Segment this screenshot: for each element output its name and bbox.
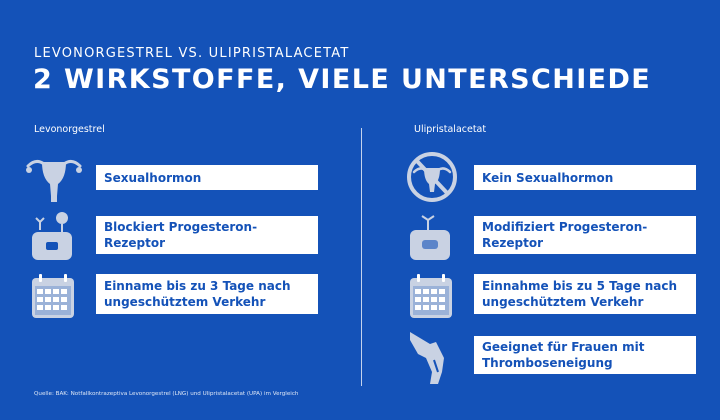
left-item-1-box: Sexualhormon	[96, 165, 318, 190]
right-item-4-box: Geeignet für Frauen mit Thromboseneigung	[474, 336, 696, 374]
left-item-2-box: Blockiert Progesteron-Rezeptor	[96, 216, 318, 254]
calendar-icon	[22, 270, 86, 330]
left-item-3-box: Einname bis zu 3 Tage nach ungeschütztem Verkehr	[96, 274, 318, 314]
left-row-1	[22, 148, 322, 208]
page-title: 2 WIRKSTOFFE, VIELE UNTERSCHIEDE	[33, 64, 652, 95]
receptor-icon	[22, 208, 86, 268]
uterus-icon	[22, 148, 86, 208]
calendar-icon	[400, 270, 464, 330]
left-column-label: Levonorgestrel	[34, 124, 105, 135]
right-item-2-box: Modifiziert Progesteron-Rezeptor	[474, 216, 696, 254]
right-row-1	[400, 148, 700, 208]
right-item-1-box: Kein Sexualhormon	[474, 165, 696, 190]
no-hormone-icon	[400, 148, 464, 208]
right-row-3	[400, 270, 700, 330]
right-column-label: Ulipristalacetat	[414, 124, 487, 135]
left-row-2	[22, 208, 322, 268]
left-row-3	[22, 270, 322, 330]
right-row-2	[400, 208, 700, 268]
subtitle: LEVONORGESTREL VS. ULIPRISTALACETAT	[34, 46, 350, 61]
column-divider	[361, 128, 362, 386]
source-note: Quelle: BAK: Notfallkontrazeptiva Levonorgestrel (LNG) und Ulipristalacetat (UPA) im Vergleich	[34, 391, 299, 397]
leg-icon	[400, 328, 464, 388]
right-row-4	[400, 328, 700, 388]
modified-receptor-icon	[400, 208, 464, 268]
right-item-3-box: Einnahme bis zu 5 Tage nach ungeschütztem Verkehr	[474, 274, 696, 314]
